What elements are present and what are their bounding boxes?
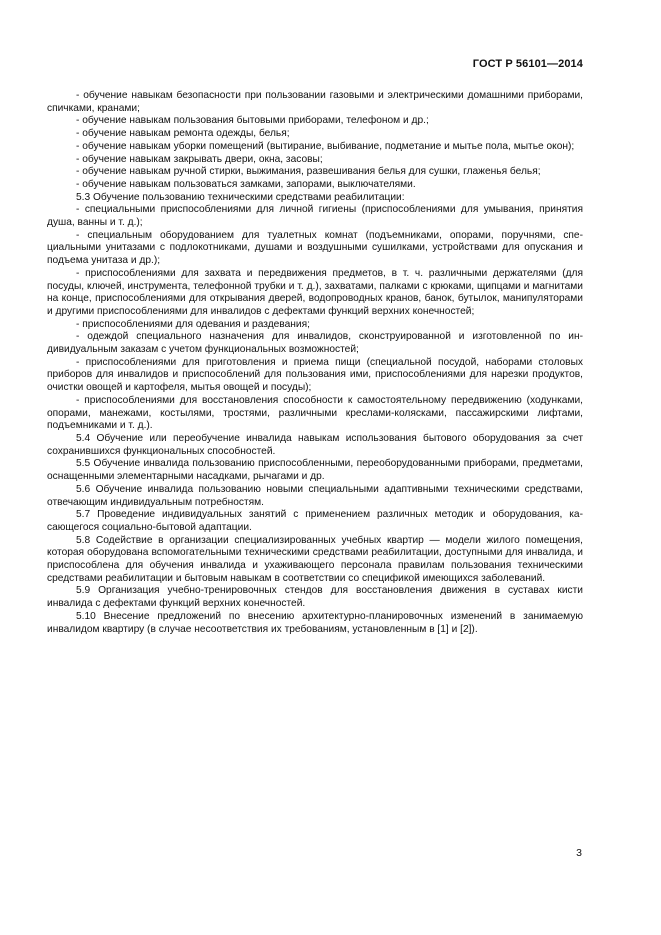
paragraph-section-5-9: 5.9 Организация учебно-тренировочных стендов для восстановления движения в суставах кисти инвалида с дефектами функций верхних конечностей.: [47, 585, 583, 610]
document-code: ГОСТ Р 56101—2014: [472, 58, 583, 70]
paragraph-bullet-doors: - обучение навыкам закрывать двери, окна, засовы;: [76, 153, 323, 165]
paragraph-bullet-laundry: - обучение навыкам ручной стирки, выжимания, развешивания белья для сушки, глаженья белья;: [76, 166, 541, 178]
paragraph-bullet-appliances: - обучение навыкам пользования бытовыми приборами, телефоном и др.;: [76, 115, 429, 127]
paragraph-bullet-mobility: - приспособлениями для восстановления способности к самостоятельному передвижению (ходунками, опорами, манежами, костылями, тростями, различными креслами-колясками, пассажирскими лифтами, подъемниками и т. д.).: [47, 394, 583, 432]
paragraph-bullet-dressing: - приспособлениями для одевания и раздевания;: [76, 318, 310, 330]
paragraph-section-5-6: 5.6 Обучение инвалида пользованию новыми специальными адаптивными техническими средствами, отвечающим индивидуальным потребностям.: [47, 483, 583, 508]
paragraph-bullet-clothing: - одеждой специального назначения для инвалидов, сконструированной и изготовленной по индивидуальным заказам с учетом функциональных возможностей;: [47, 331, 583, 356]
page-number: 3: [576, 847, 582, 859]
paragraph-bullet-eating: - приспособлениями для приготовления и приема пищи (специальной посудой, наборами столовых приборов для инвалидов и приспособлений для пользования ими, приспособлениями для нарезки продуктов, очистки овощей и картофеля, мытья овощей и посуды);: [47, 356, 583, 394]
paragraph-bullet-safety: - обучение навыкам безопасности при пользовании газовыми и электрическими домашними приборами, спичками, кранами;: [47, 90, 583, 114]
paragraph-section-5-5: 5.5 Обучение инвалида пользованию приспособленными, переоборудованными приборами, предметами, оснащенными элементарными насадками, рычагами и др.: [47, 458, 583, 483]
paragraph-bullet-clothes-repair: - обучение навыкам ремонта одежды, белья;: [76, 128, 290, 140]
paragraph-bullet-locks: - обучение навыкам пользоваться замками, запорами, выключателями.: [76, 178, 416, 190]
paragraph-section-5-4: 5.4 Обучение или переобучение инвалида навыкам использования бытового оборудования за счет сохранившихся функциональных способностей.: [47, 432, 583, 457]
paragraph-section-5-3: 5.3 Обучение пользованию техническими средствами реабилитации:: [76, 191, 405, 203]
paragraph-section-5-10: 5.10 Внесение предложений по внесению архитектурно-планировочных изменений в занимаемую инвалидом квартиру (в случае несоответствия их требованиям, установленным в [1] и [2]).: [47, 610, 583, 635]
paragraph-bullet-hygiene: - специальными приспособлениями для личной гигиены (приспособлениями для умывания, принятия душа, ванны и т. д.);: [47, 204, 583, 229]
paragraph-section-5-8: 5.8 Содействие в организации специализированных учебных квартир — модели жилого помещения, которая оборудована вспомогательными техническими средствами реабилитации, доступными для инвалида, и приспособлена для обучения инвалида и ухаживающего персонала правилам пользования техническими средствами реабилитации и бытовым навыкам в соответствии со спецификой имеющихся заболеваний.: [47, 534, 583, 584]
paragraph-bullet-toilet: - специальным оборудованием для туалетных комнат (подъемниками, опорами, поручнями, специальными унитазами с подлокотниками, душами и воздушными сушилками, устройствами для опускания и подъема унитаза и др.);: [47, 229, 583, 267]
document-body: [47, 90, 583, 636]
paragraph-section-5-7: 5.7 Проведение индивидуальных занятий с применением различных методик и оборудования, касающегося социально-бытовой адаптации.: [47, 509, 583, 533]
paragraph-bullet-cleaning: - обучение навыкам уборки помещений (вытирание, выбивание, подметание и мытье пола, мытье окон);: [76, 140, 575, 152]
paragraph-bullet-grabbing: - приспособлениями для захвата и передвижения предметов, в т. ч. различными держателями (для посуды, ключей, инструмента, телефонной трубки и т. д.), захватами, палками с крюками, щипцами и магнитами на конце, приспособлениями для открывания дверей, водопроводных кранов, банок, бутылок, манипуляторами и другими приспособлениями для инвалидов с дефектами функций верхних конечностей;: [47, 267, 583, 317]
